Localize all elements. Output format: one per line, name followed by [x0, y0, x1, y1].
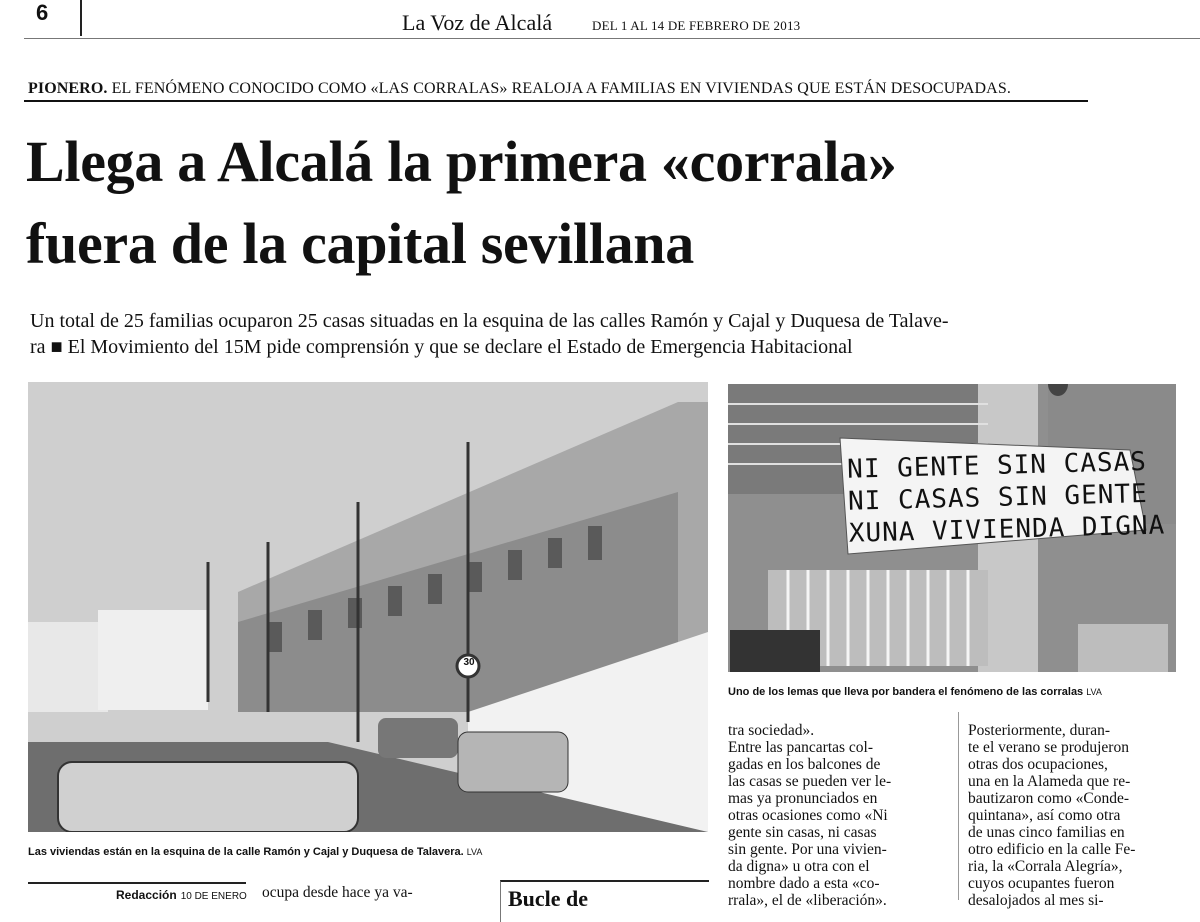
speed-limit-sign: 30 — [463, 657, 475, 668]
headline-line-2: fuera de la capital sevillana — [26, 211, 694, 276]
body-line: de unas cinco familias en — [968, 824, 1125, 841]
body-line: sin gente. Por una vivien- — [728, 841, 887, 858]
body-line: Posteriormente, duran- — [968, 722, 1111, 739]
body-line: mas ya pronunciados en — [728, 790, 878, 807]
byline-date: 10 DE ENERO — [180, 891, 247, 902]
header-divider — [80, 0, 82, 36]
byline-author: Redacción — [116, 888, 177, 902]
body-line: cuyos ocupantes fueron — [968, 875, 1115, 892]
column-divider — [958, 712, 959, 900]
page-number: 6 — [36, 0, 49, 25]
body-line: una en la Alameda que re- — [968, 773, 1131, 790]
body-line: rrala», el de «liberación». — [728, 892, 887, 909]
kicker-rule — [24, 100, 1088, 102]
sidebar-box-title: Bucle de — [508, 886, 589, 911]
caption-right — [728, 686, 1102, 698]
headline-line-1: Llega a Alcalá la primera «corrala» — [26, 129, 897, 194]
banner-text — [846, 446, 1166, 550]
body-line: tra sociedad». — [728, 722, 815, 739]
body-line: Entre las pancartas col- — [728, 739, 874, 756]
kicker — [28, 80, 1011, 98]
banner-line-3: XUNA VIVIENDA DIGNA — [848, 510, 1166, 549]
body-line: nombre dado a esta «co- — [728, 875, 880, 892]
banner-line-2: NI CASAS SIN GENTE — [847, 478, 1149, 517]
subtitle-line-2: ra ■ El Movimiento del 15M pide comprensión y que se declare el Estado de Emergencia Habitacional — [30, 336, 853, 358]
body-line: da digna» u otra con el — [728, 858, 870, 875]
kicker-text: EL FENÓMENO CONOCIDO COMO «LAS CORRALAS» REALOJA A FAMILIAS EN VIVIENDAS QUE ESTÁN DESOCUPADAS. — [111, 80, 1011, 97]
caption-right-credit: LVA — [1086, 687, 1102, 697]
masthead: La Voz de Alcalá — [402, 10, 553, 35]
body-line: otras ocasiones como «Ni — [728, 807, 888, 824]
byline-rule — [28, 882, 246, 884]
body-line: gadas en los balcones de — [728, 756, 881, 773]
body-line: te el verano se produjeron — [968, 739, 1129, 756]
street-illustration — [28, 382, 708, 832]
body-line: quintana», así como otra — [968, 807, 1121, 824]
photo-protest-banner — [728, 384, 1176, 672]
issue-date: DEL 1 AL 14 DE FEBRERO DE 2013 — [592, 18, 801, 33]
body-line: otras dos ocupaciones, — [968, 756, 1108, 773]
body-line: otro edificio en la calle Fe- — [968, 841, 1136, 858]
caption-left-text: Las viviendas están en la esquina de la calle Ramón y Cajal y Duquesa de Talavera. — [28, 846, 464, 858]
body-line: bautizaron como «Conde- — [968, 790, 1129, 807]
caption-right-text: Uno de los lemas que lleva por bandera el fenómeno de las corralas — [728, 686, 1084, 698]
banner-line-1: NI GENTE SIN CASAS — [846, 446, 1148, 485]
body-line: ria, la «Corrala Alegría», — [968, 858, 1123, 875]
body-line: las casas se pueden ver le- — [728, 773, 892, 790]
body-line: desalojados al mes si- — [968, 892, 1104, 909]
photo-street-housing — [28, 382, 708, 832]
body-column-1 — [728, 722, 950, 909]
body-column-2 — [968, 722, 1190, 909]
header-rule — [24, 38, 1200, 39]
body-line: gente sin casas, ni casas — [728, 824, 877, 841]
caption-left — [28, 846, 482, 858]
kicker-label: PIONERO. — [28, 80, 108, 97]
subtitle-line-1: Un total de 25 familias ocuparon 25 casas situadas en la esquina de las calles Ramón y Cajal y Duquesa de Talave- — [30, 310, 949, 332]
body-fragment: ocupa desde hace ya va- — [262, 884, 413, 901]
caption-left-credit: LVA — [466, 847, 483, 857]
